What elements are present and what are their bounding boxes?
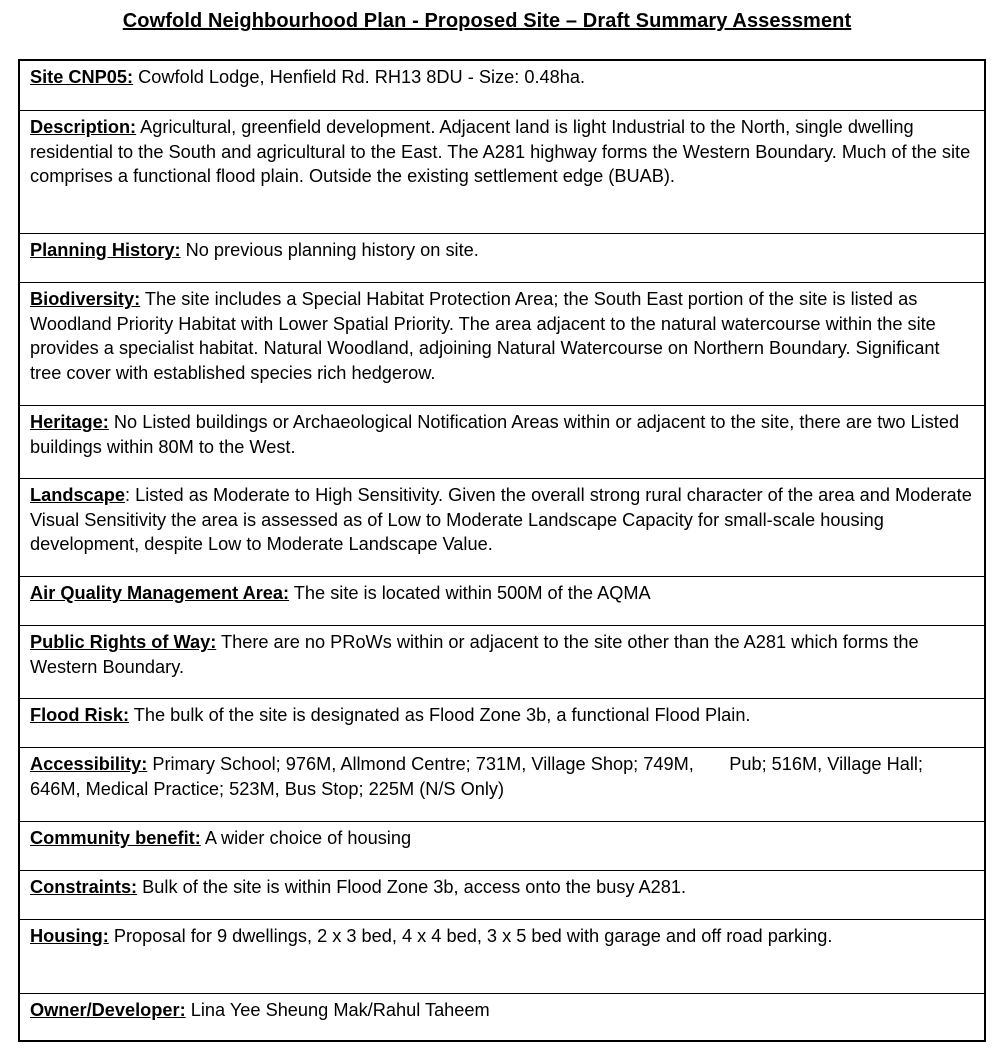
flood-risk-row [20, 698, 984, 747]
public-rights-of-way-row [20, 625, 984, 698]
section-text: The site includes a Special Habitat Protection Area; the South East portion of the site is listed as Woodland Priority Habitat with Lower Spatial Priority. The area adjacent to the natural watercourse within the site provides a specialist habitat. Natural Woodland, adjoining Natural Watercourse on Northern Boundary. Significant tree cover with established species rich hedgerow. [30, 289, 940, 383]
biodiversity-row [20, 282, 984, 405]
landscape-row [20, 478, 984, 576]
assessment-table [18, 59, 986, 1042]
section-text: : Listed as Moderate to High Sensitivity. Given the overall strong rural character of the area and Moderate Visual Sensitivity the area is assessed as of Low to Moderate Landscape Capacity for small-scale housing development, despite Low to Moderate Landscape Value. [30, 485, 972, 554]
air-quality-row [20, 576, 984, 625]
section-label: Planning History: [30, 240, 181, 260]
section-text: Proposal for 9 dwellings, 2 x 3 bed, 4 x 4 bed, 3 x 5 bed with garage and off road parking. [108, 926, 833, 946]
site-row [20, 61, 984, 110]
section-label: Housing: [30, 926, 109, 946]
section-label: Air Quality Management Area: [30, 583, 290, 603]
section-text: The bulk of the site is designated as Flood Zone 3b, a functional Flood Plain. [129, 705, 751, 725]
housing-row [20, 919, 984, 993]
accessibility-row [20, 747, 984, 821]
section-text: No previous planning history on site. [180, 240, 479, 260]
section-label: Constraints: [30, 877, 138, 897]
section-text: Primary School; 976M, Allmond Centre; 731M, Village Shop; 749M, Pub; 516M, Village Hall; 646M, Medical Practice; 523M, Bus Stop; 225M (N/S Only) [30, 754, 929, 799]
section-label: Community benefit: [30, 828, 201, 848]
section-text: A wider choice of housing [200, 828, 412, 848]
constraints-row [20, 870, 984, 919]
section-text: Lina Yee Sheung Mak/Rahul Taheem [185, 1000, 490, 1020]
description-row [20, 110, 984, 233]
section-label: Biodiversity: [30, 289, 141, 309]
section-label: Public Rights of Way: [30, 632, 217, 652]
section-text: Bulk of the site is within Flood Zone 3b, access onto the busy A281. [137, 877, 687, 897]
section-label: Flood Risk: [30, 705, 130, 725]
owner-developer-row [20, 993, 984, 1040]
community-benefit-row [20, 821, 984, 870]
section-label: Accessibility: [30, 754, 148, 774]
section-label: Owner/Developer: [30, 1000, 186, 1020]
section-text: The site is located within 500M of the AQMA [289, 583, 651, 603]
heritage-row [20, 405, 984, 478]
section-label: Heritage: [30, 412, 109, 432]
page-title: Cowfold Neighbourhood Plan - Proposed Site – Draft Summary Assessment [122, 10, 852, 32]
section-label: Description: [30, 117, 137, 137]
section-text: There are no PRoWs within or adjacent to the site other than the A281 which forms the Western Boundary. [30, 632, 919, 677]
section-text: Agricultural, greenfield development. Adjacent land is light Industrial to the North, single dwelling residential to the South and agricultural to the East. The A281 highway forms the Western Boundary. Much of the site comprises a functional flood plain. Outside the existing settlement edge (BUAB). [30, 117, 971, 186]
section-label: Site CNP05: [30, 67, 134, 87]
section-text: Cowfold Lodge, Henfield Rd. RH13 8DU - Size: 0.48ha. [133, 67, 586, 87]
section-text: No Listed buildings or Archaeological Notification Areas within or adjacent to the site, there are two Listed buildings within 80M to the West. [30, 412, 960, 457]
section-label: Landscape [30, 485, 126, 505]
planning-history-row [20, 233, 984, 282]
